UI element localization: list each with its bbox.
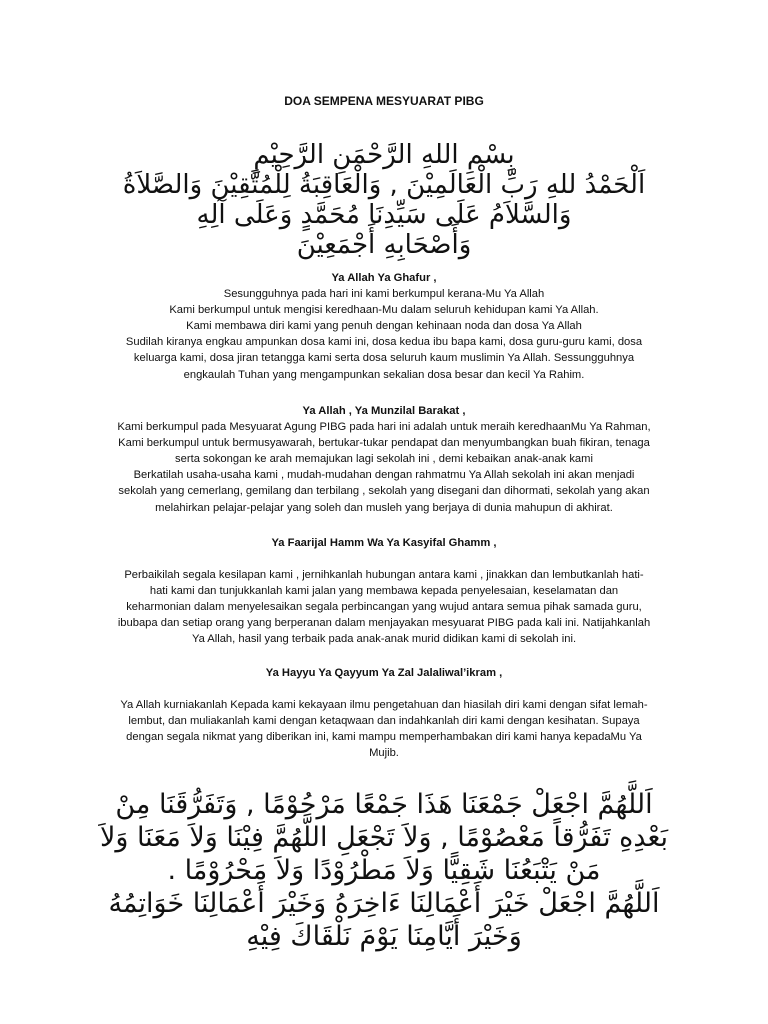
prayer-section-munzilal-barakat [80,403,688,516]
paragraph-line: keluarga kami, dosa jiran tetangga kami serta dosa seluruh kaum muslimin Ya Allah. Sessungguhnya [133,352,635,365]
paragraph-line: Kami membawa diri kami yang penuh dengan kehinaan noda dan dosa Ya Allah [186,320,582,333]
arabic-line: بَعْدِهِ تَفَرُّقاً مَعْصُوْمًا , وَلاَ تَجْعَلِ اللَّهُمَّ فِيْنَا وَلاَ مَعَنَا وَلاَ [99,822,669,853]
section-heading: Ya Allah Ya Ghafur , [331,272,437,284]
paragraph-line: Kami berkumpul untuk bermusyawarah, bertukar-tukar pendapat dan menyumbangkan buah fikiran, tenaga [118,437,650,450]
paragraph-line: sekolah yang cemerlang, gemilang dan terbilang , sekolah yang disegani dan dihormati, sekolah yang akan [118,485,650,498]
section-gap [80,681,688,697]
paragraph-line: Ya Allah, hasil yang terbaik pada anak-anak murid didikan kami di sekolah ini. [191,633,577,646]
opening-arabic-prayer [40,140,728,260]
section-gap [80,551,688,567]
paragraph-line: lembut, dan muliakanlah kami dengan ketaqwaan dan indahkanlah diri kami dengan kesihatan. Supaya [128,715,640,728]
paragraph-line: Kami berkumpul untuk mengisi keredhaan-Mu dalam seluruh kehidupan kami Ya Allah. [169,304,599,317]
paragraph-line: dengan segala nikmat yang diberikan ini, kami mampu memperhambakan diri kami hanya kepadaMu Ya [126,731,642,744]
paragraph-line: engkaulah Tuhan yang mengampunkan sekalian dosa besar dan kecil Ya Rahim. [183,368,585,381]
paragraph-line: keharmonian dalam menyelesaikan segala perbincangan yang wujud antara semua pihak samada guru, [126,601,642,614]
arabic-line: وَالسَّلاَمُ عَلَى سَيِّدِنَا مُحَمَّدٍ وَعَلَى آلِهِ [196,200,572,230]
section-heading: Ya Allah , Ya Munzilal Barakat , [302,405,466,417]
prayer-section-faarijal-hamm [80,535,688,648]
arabic-line: وَأَصْحَابِهِ أَجْمَعِيْنَ [296,230,472,260]
paragraph-line: Perbaikilah segala kesilapan kami , jernihkanlah hubungan antara kami , jinakkan dan lembutkanlah hati- [124,569,644,582]
paragraph-line: melahirkan pelajar-pelajar yang soleh dan musleh yang berjaya di dunia mahupun di akhirat. [155,501,613,514]
arabic-line: اَللَّهُمَّ اجْعَلْ خَيْرَ أَعْمَالِنَا ءَاخِرَهُ وَخَيْرَ أَعْمَالِنَا خَوَاتِمُهُ [108,888,660,919]
paragraph-line: hati kami dan tunjukkanlah kami jalan yang membawa kepada penyelesaian, keselamatan dan [149,585,619,598]
closing-arabic-prayer [40,788,728,953]
paragraph-line: Kami berkumpul pada Mesyuarat Agung PIBG pada hari ini adalah untuk meraih keredhaanMu Ya Rahman, [117,421,651,434]
section-heading: Ya Faarijal Hamm Wa Ya Kasyifal Ghamm , [271,537,497,549]
arabic-line: مَنْ يَتْبَعُنَا شَقِيًّا وَلاَ مَطْرُوْدًا وَلاَ مَحْرُوْمًا . [167,855,601,886]
document-title: DOA SEMPENA MESYUARAT PIBG [284,94,484,108]
paragraph-line: Berkatilah usaha-usaha kami , mudah-mudahan dengan rahmatmu Ya Allah sekolah ini akan menjadi [133,469,635,482]
paragraph-line: Sudilah kiranya engkau ampunkan dosa kami ini, dosa kedua ibu bapa kami, dosa guru-guru kami, dosa [125,336,643,349]
section-heading: Ya Hayyu Ya Qayyum Ya Zal Jalaliwal’ikram , [265,667,503,679]
prayer-section-hayyu-qayyum [80,665,688,761]
arabic-line: بِسْمِ اللهِ الرَّحْمَنِ الرَّحِيْمِ [253,140,515,170]
paragraph-line: Mujib. [369,747,399,760]
paragraph-line: Sesungguhnya pada hari ini kami berkumpul kerana-Mu Ya Allah [223,288,545,301]
arabic-line: اَلْحَمْدُ للهِ رَبِّ الْعَالَمِيْنَ , وَالْعَاقِبَةُ لِلْمُتَّقِيْنَ وَالصَّلاَةُ [122,170,646,200]
paragraph-line: ibubapa dan setiap orang yang berperanan dalam menjayakan mesyuarat PIBG pada kali ini. Natijahkanlah [117,617,651,630]
paragraph-line: Ya Allah kurniakanlah Kepada kami kekayaan ilmu pengetahuan dan hiasilah diri kami dengan sifat lemah- [120,699,648,712]
prayer-section-ghafur [80,270,688,383]
arabic-line: اَللَّهُمَّ اجْعَلْ جَمْعَنَا هَذَا جَمْعًا مَرْحُوْمًا , وَتَفَرُّقَنَا مِنْ [115,789,653,820]
paragraph-line: serta sokongan ke arah memajukan lagi sekolah ini , demi kebaikan anak-anak kami [175,453,593,466]
arabic-line: وَخَيْرَ أَيَّامِنَا يَوْمَ نَلْقَاكَ فِيْهِ [246,921,522,952]
